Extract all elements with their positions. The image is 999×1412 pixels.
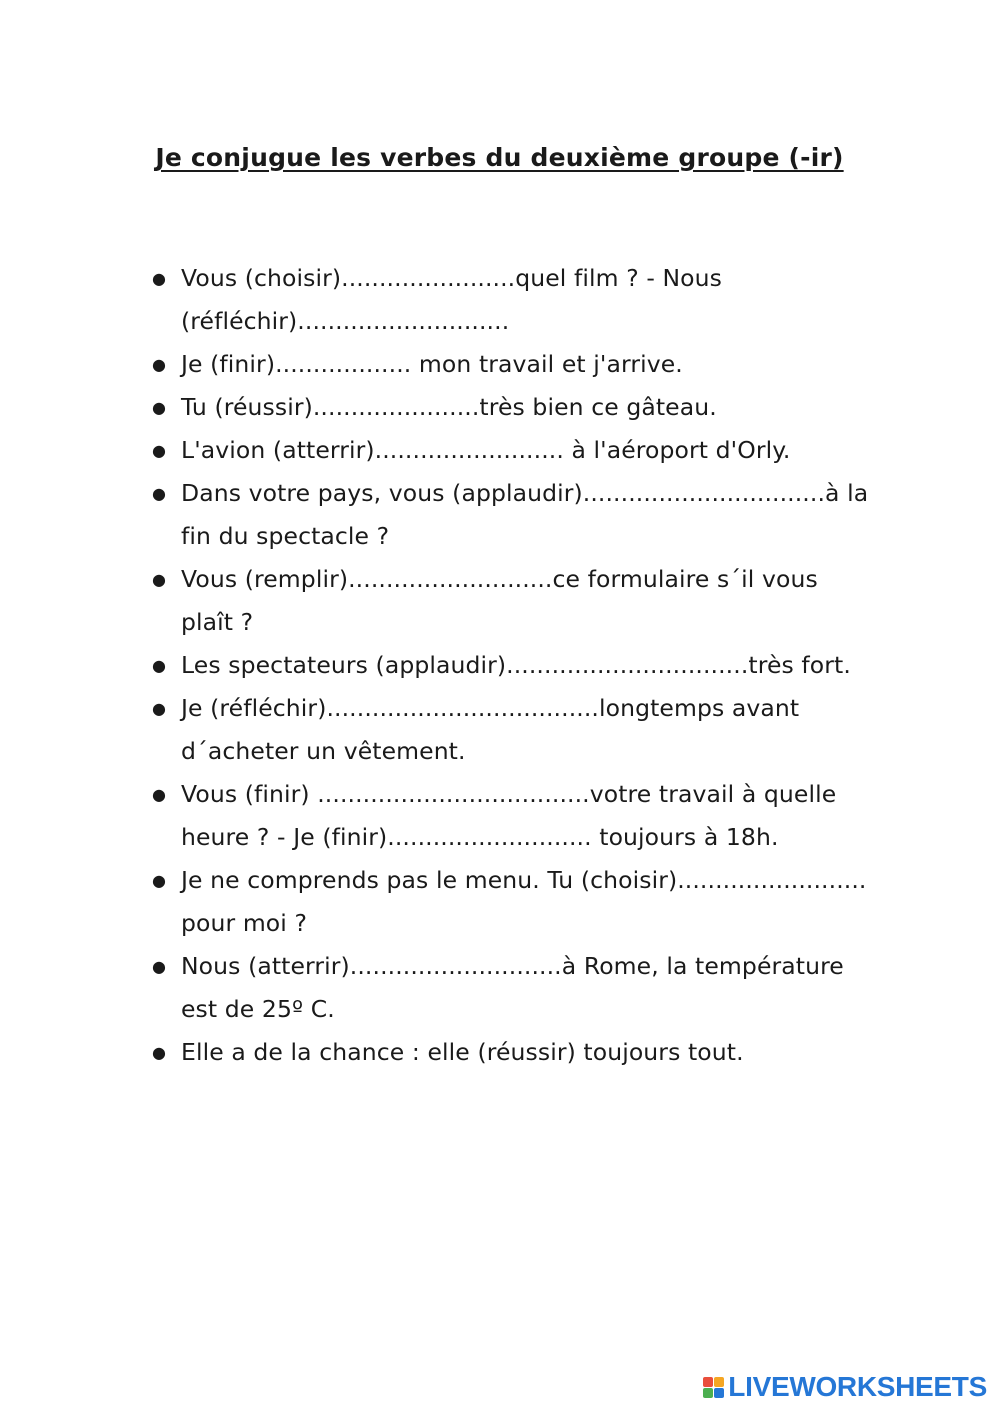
logo-text: LIVEWORKSHEETS	[728, 1371, 987, 1402]
exercise-item	[152, 1031, 892, 1074]
exercise-text: pour moi ?	[181, 909, 308, 937]
exercise-item	[152, 472, 892, 558]
exercise-text: L'avion (atterrir)......................... à l'aéroport d'Orly.	[181, 436, 791, 464]
exercise-text: Je ne comprends pas le menu. Tu (choisir).........................	[181, 866, 867, 894]
exercise-text: Vous (finir) ....................................votre travail à quelle	[181, 780, 837, 808]
exercise-item	[152, 687, 892, 773]
bullet-icon: ●	[152, 484, 167, 503]
exercise-item	[152, 945, 892, 1031]
exercise-text: est de 25º C.	[181, 995, 335, 1023]
exercise-text: fin du spectacle ?	[181, 522, 390, 550]
bullet-icon: ●	[152, 871, 167, 890]
bullet-icon: ●	[152, 269, 167, 288]
exercise-text: Je (réfléchir)....................................longtemps avant	[181, 694, 800, 722]
exercise-text: heure ? - Je (finir)........................... toujours à 18h.	[181, 823, 779, 851]
exercise-item	[152, 644, 892, 687]
liveworksheets-logo-icon	[703, 1377, 724, 1398]
bullet-icon: ●	[152, 1043, 167, 1062]
exercise-text: d´acheter un vêtement.	[181, 737, 466, 765]
exercise-text: Nous (atterrir)............................à Rome, la température	[181, 952, 844, 980]
page-title: Je conjugue les verbes du deuxième groupe (-ir)	[155, 142, 844, 172]
exercise-item	[152, 773, 892, 859]
bullet-icon: ●	[152, 699, 167, 718]
exercise-text: Dans votre pays, vous (applaudir)................................à la	[181, 479, 869, 507]
exercise-text: Tu (réussir)......................très bien ce gâteau.	[181, 393, 717, 421]
exercise-text: Vous (remplir)...........................ce formulaire s´il vous	[181, 565, 818, 593]
exercise-text: Elle a de la chance : elle (réussir) toujours tout.	[181, 1038, 744, 1066]
liveworksheets-logo	[703, 1372, 987, 1402]
bullet-icon: ●	[152, 398, 167, 417]
exercise-list	[152, 257, 892, 1074]
exercise-item	[152, 558, 892, 644]
bullet-icon: ●	[152, 785, 167, 804]
exercise-item	[152, 257, 892, 343]
bullet-icon: ●	[152, 656, 167, 675]
exercise-text: Vous (choisir).......................quel film ? - Nous	[181, 264, 722, 292]
exercise-item	[152, 343, 892, 386]
bullet-icon: ●	[152, 957, 167, 976]
exercise-item	[152, 386, 892, 429]
exercise-text: Les spectateurs (applaudir)................................très fort.	[181, 651, 851, 679]
bullet-icon: ●	[152, 355, 167, 374]
exercise-item	[152, 859, 892, 945]
exercise-text: Je (finir).................. mon travail et j'arrive.	[181, 350, 683, 378]
bullet-icon: ●	[152, 570, 167, 589]
exercise-text: plaît ?	[181, 608, 254, 636]
exercise-text: (réfléchir)............................	[181, 307, 510, 335]
exercise-item	[152, 429, 892, 472]
bullet-icon: ●	[152, 441, 167, 460]
